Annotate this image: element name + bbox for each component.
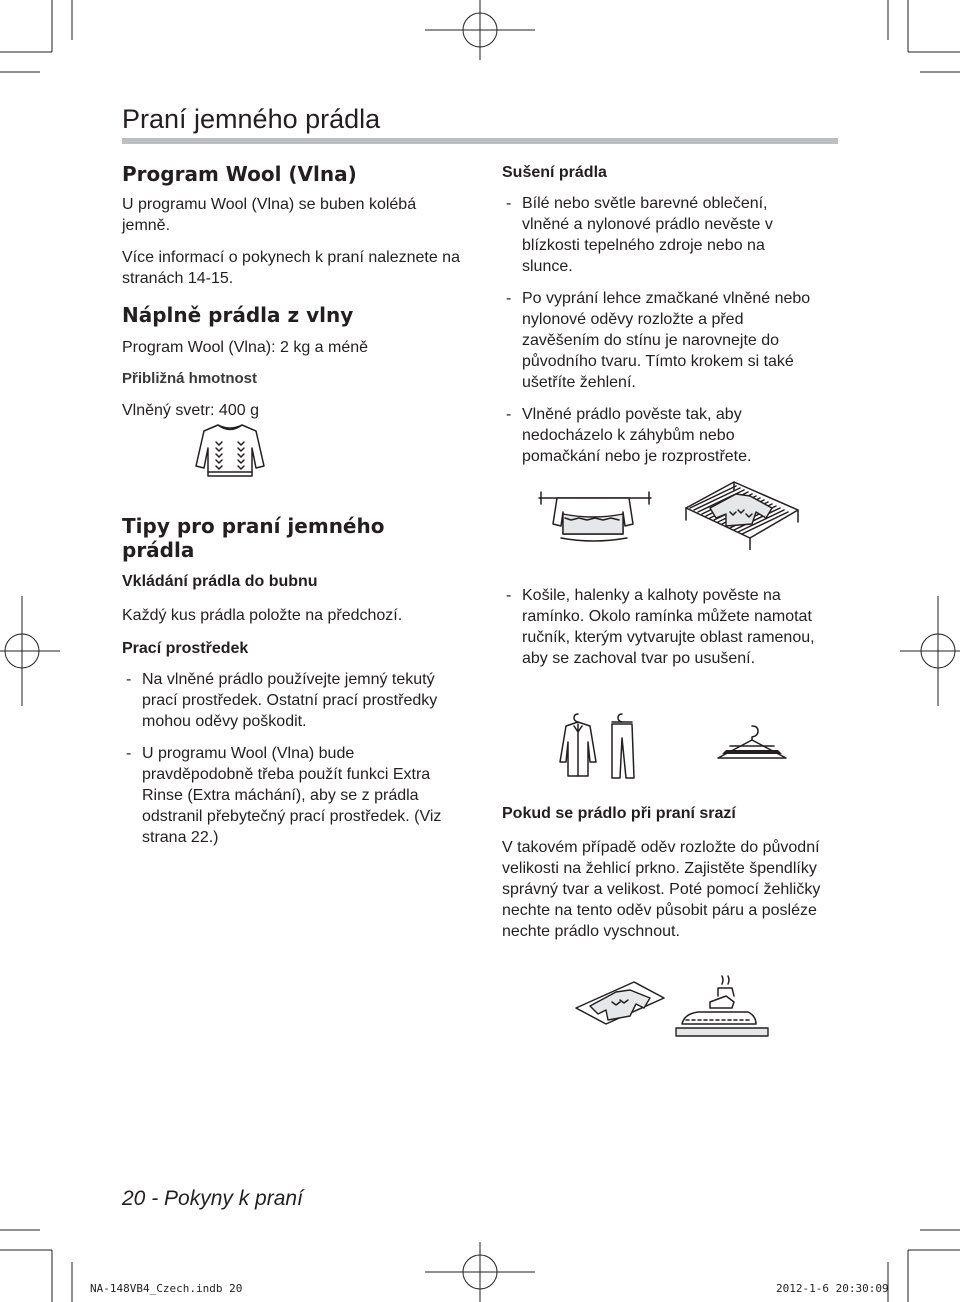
print-slug-date: 2012-1-6 20:30:09 [776, 1282, 889, 1295]
sweater-on-line-icon [535, 490, 655, 546]
shrink-section [502, 804, 842, 942]
approx-weight-heading: Přibližná hmotnost [122, 370, 257, 387]
wool-program-section [122, 162, 462, 289]
wool-program-heading: Program Wool (Vlna) [122, 162, 357, 186]
wool-program-more-info: Více informací o pokynech k praní naleznete na stranách 14-15. [122, 249, 460, 287]
wool-program-intro: U programu Wool (Vlna) se buben kolébá jemně. [122, 196, 417, 234]
page-title: Praní jemného prádla [122, 104, 381, 134]
page-footer: 20 - Pokyny k praní [122, 1187, 303, 1210]
list-item: - U programu Wool (Vlna) bude pravděpodobně třeba použít funkci Extra Rinse (Extra máchání), aby se z prádla odstranil přebytečný prací prostředek. (Viz strana 22.) [126, 745, 442, 846]
wool-loads-section [122, 303, 462, 421]
tips-heading: Tipy pro praní jemného prádla [122, 514, 385, 562]
tips-section [122, 514, 442, 848]
drying-heading: Sušení prádla [502, 164, 607, 181]
drying-section [502, 163, 812, 467]
print-slug-file: NA-148VB4_Czech.indb 20 [90, 1282, 243, 1295]
list-item: - Košile, halenky a kalhoty pověste na ramínko. Okolo ramínka můžete namotat ručník, kterým vytvarujte oblast ramenou, aby se zachoval tvar po usušení. [506, 587, 815, 667]
loading-heading: Vkládání prádla do bubnu [122, 573, 318, 590]
loading-text: Každý kus prádla položte na předchozí. [122, 607, 403, 624]
sweater-icon [192, 422, 268, 480]
list-item: - Bílé nebo světle barevné oblečení, vlněné a nylonové prádlo nevěste v blízkosti tepelného zdroje nebo na slunce. [506, 195, 773, 275]
shirt-and-pants-on-hangers-icon [556, 712, 640, 780]
detergent-heading: Prací prostředek [122, 640, 249, 657]
sweater-weight: Vlněný svetr: 400 g [122, 402, 259, 419]
hanging-section [502, 585, 822, 669]
wool-loads-heading: Náplně prádla z vlny [122, 303, 354, 327]
shrink-heading: Pokud se prádlo při praní srazí [502, 805, 736, 822]
detergent-list [122, 669, 442, 848]
hanging-list [502, 585, 822, 669]
hanger-with-towel-icon [712, 724, 792, 768]
list-item: - Po vyprání lehce zmačkané vlněné nebo nylonové oděvy rozložte a před zavěšením do stínu je narovnejte do původního tvaru. Tímto krokem si také ušetříte žehlení. [506, 290, 811, 391]
wool-program-capacity: Program Wool (Vlna): 2 kg a méně [122, 339, 369, 356]
sweater-on-rack-icon [680, 478, 804, 550]
shrink-text: V takovém případě oděv rozložte do původní velikosti na žehlicí prkno. Zajistěte špendlíky správný tvar a velikost. Poté pomocí žehličky nechte na tento oděv působit páru a posléze nechte prádlo vyschnout. [502, 839, 821, 940]
title-rule [122, 138, 838, 144]
drying-list [502, 193, 812, 467]
list-item: - Vlněné prádlo pověste tak, aby nedocházelo k záhybům nebo pomačkání nebo je rozprostřete. [506, 406, 752, 465]
list-item: - Na vlněné prádlo používejte jemný tekutý prací prostředek. Ostatní prací prostředky mohou oděvy poškodit. [126, 671, 438, 730]
pinned-sweater-and-iron-icon [572, 966, 772, 1042]
